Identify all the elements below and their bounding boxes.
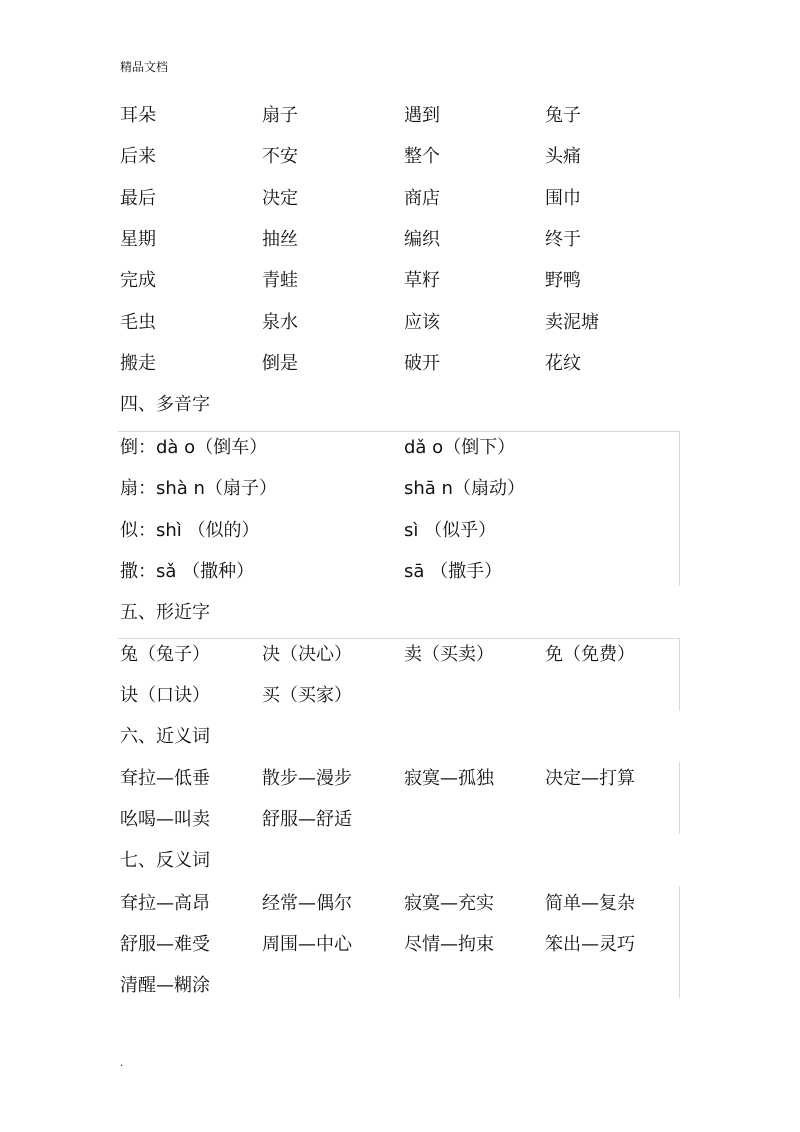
vocab-word: 破开 bbox=[404, 353, 440, 374]
vocab-word: 野鸭 bbox=[545, 270, 581, 291]
vocab-row bbox=[120, 101, 700, 131]
synonym-pair: 耷拉—低垂 bbox=[120, 768, 210, 789]
similar-form-row bbox=[120, 681, 700, 711]
antonym-pair: 寂寞—充实 bbox=[404, 893, 494, 914]
vocab-word: 青蛙 bbox=[262, 270, 298, 291]
vocab-row bbox=[120, 225, 700, 255]
polyphone-reading: 扇：shà n（扇子） bbox=[120, 478, 277, 499]
antonym-pair: 清醒—糊涂 bbox=[120, 975, 210, 996]
synonym-pair: 舒服—舒适 bbox=[262, 809, 352, 830]
vocab-row bbox=[120, 266, 700, 296]
polyphone-row bbox=[120, 433, 700, 463]
vocab-word: 最后 bbox=[120, 188, 156, 209]
synonym-row bbox=[120, 764, 700, 794]
synonym-pair: 决定—打算 bbox=[545, 768, 635, 789]
similar-form-item: 买（买家） bbox=[262, 685, 352, 706]
section-heading-polyphones: 四、多音字 bbox=[120, 394, 210, 415]
vocab-word: 搬走 bbox=[120, 353, 156, 374]
antonym-row bbox=[120, 889, 700, 919]
polyphone-reading: sā （撒手） bbox=[404, 561, 503, 582]
polyphone-row bbox=[120, 474, 700, 504]
vocab-word: 整个 bbox=[404, 146, 440, 167]
similar-form-item: 卖（买卖） bbox=[404, 644, 494, 665]
vocab-word: 毛虫 bbox=[120, 312, 156, 333]
section-heading-antonyms: 七、反义词 bbox=[120, 850, 210, 871]
vocab-row bbox=[120, 142, 700, 172]
polyphone-reading: sì （似乎） bbox=[404, 520, 497, 541]
vocab-word: 完成 bbox=[120, 270, 156, 291]
vocab-word: 编织 bbox=[404, 229, 440, 250]
polyphone-reading: dǎ o（倒下） bbox=[404, 437, 516, 458]
vocab-word: 抽丝 bbox=[262, 229, 298, 250]
vocab-word: 草籽 bbox=[404, 270, 440, 291]
similar-form-item: 决（决心） bbox=[262, 644, 352, 665]
vocab-row bbox=[120, 184, 700, 214]
vocab-word: 泉水 bbox=[262, 312, 298, 333]
vocab-word: 终于 bbox=[545, 229, 581, 250]
vocab-word: 应该 bbox=[404, 312, 440, 333]
vocab-word: 头痛 bbox=[545, 146, 581, 167]
antonym-pair: 舒服—难受 bbox=[120, 934, 210, 955]
similar-form-item: 兔（兔子） bbox=[120, 644, 210, 665]
page-header: 精品文档 bbox=[120, 60, 169, 74]
similar-form-item: 诀（口诀） bbox=[120, 685, 210, 706]
antonym-pair: 尽情—拘束 bbox=[404, 934, 494, 955]
vocab-word: 遇到 bbox=[404, 105, 440, 126]
vocab-word: 商店 bbox=[404, 188, 440, 209]
vocab-word: 星期 bbox=[120, 229, 156, 250]
vocab-word: 扇子 bbox=[262, 105, 298, 126]
antonym-row bbox=[120, 971, 700, 1001]
similar-form-item: 免（免费） bbox=[545, 644, 635, 665]
vocab-word: 卖泥塘 bbox=[545, 312, 599, 333]
antonym-pair: 经常—偶尔 bbox=[262, 893, 352, 914]
antonym-pair: 笨出—灵巧 bbox=[545, 934, 635, 955]
polyphone-reading: 似：shì （似的） bbox=[120, 520, 260, 541]
polyphone-reading: shā n（扇动） bbox=[404, 478, 525, 499]
synonym-pair: 散步—漫步 bbox=[262, 768, 352, 789]
vocab-word: 兔子 bbox=[545, 105, 581, 126]
polyphone-reading: 撒：sǎ （撒种） bbox=[120, 561, 255, 582]
similar-form-row bbox=[120, 640, 700, 670]
section-heading-synonyms: 六、近义词 bbox=[120, 726, 210, 747]
vocab-word: 后来 bbox=[120, 146, 156, 167]
vocab-word: 不安 bbox=[262, 146, 298, 167]
vocab-word: 耳朵 bbox=[120, 105, 156, 126]
section-heading-similar-forms: 五、形近字 bbox=[120, 602, 210, 623]
vocab-word: 倒是 bbox=[262, 353, 298, 374]
vocab-row bbox=[120, 308, 700, 338]
synonym-row bbox=[120, 805, 700, 835]
antonym-pair: 简单—复杂 bbox=[545, 893, 635, 914]
antonym-row bbox=[120, 930, 700, 960]
polyphone-reading: 倒：dà o（倒车） bbox=[120, 437, 268, 458]
vocab-row bbox=[120, 349, 700, 379]
vocab-word: 花纹 bbox=[545, 353, 581, 374]
antonym-pair: 周围—中心 bbox=[262, 934, 352, 955]
vocab-word: 围巾 bbox=[545, 188, 581, 209]
polyphone-row bbox=[120, 516, 700, 546]
synonym-pair: 吆喝—叫卖 bbox=[120, 809, 210, 830]
synonym-pair: 寂寞—孤独 bbox=[404, 768, 494, 789]
antonym-pair: 耷拉—高昂 bbox=[120, 893, 210, 914]
polyphone-row bbox=[120, 557, 700, 587]
footer-mark: . bbox=[120, 1058, 124, 1069]
vocab-word: 决定 bbox=[262, 188, 298, 209]
